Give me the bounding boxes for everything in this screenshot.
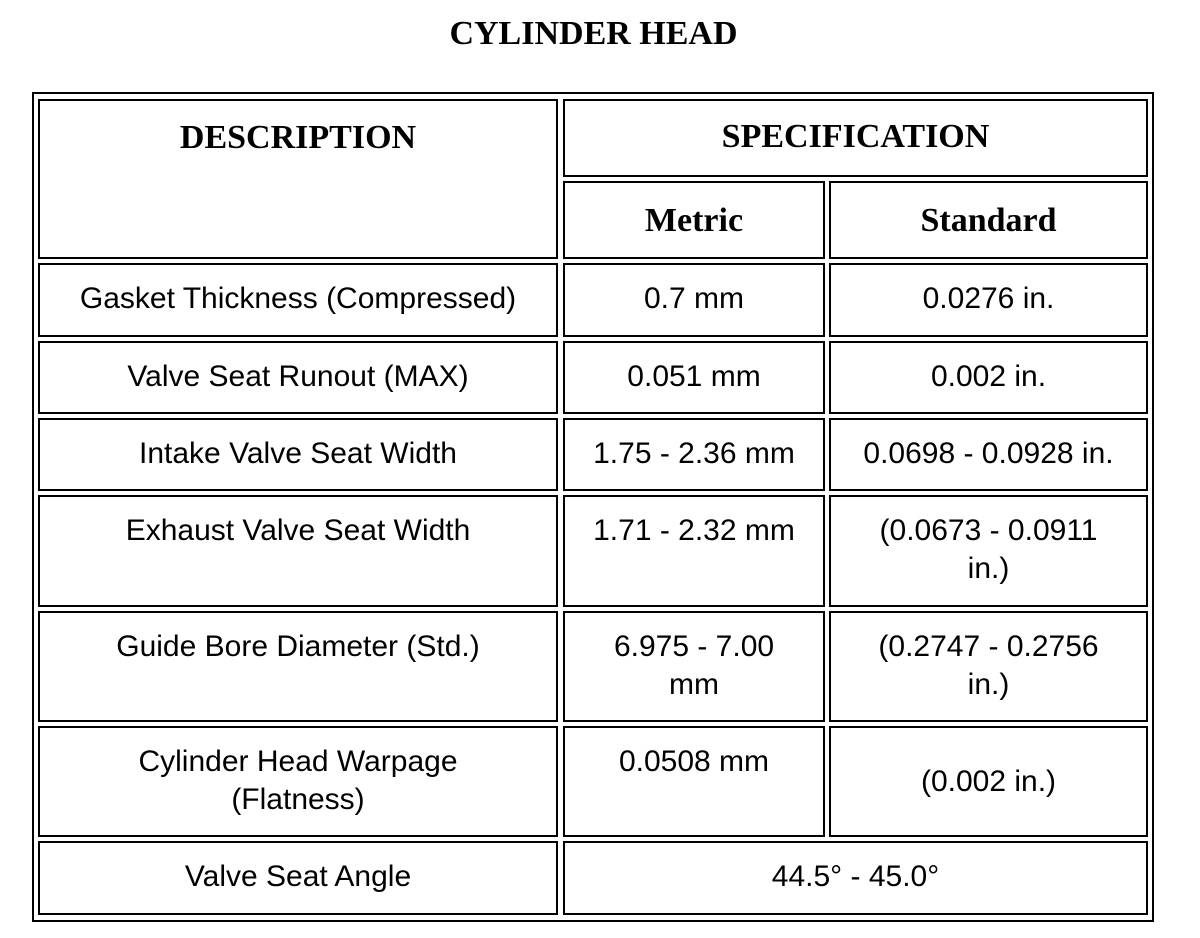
page-title: CYLINDER HEAD: [449, 15, 738, 52]
row-6-specification: 44.5° - 45.0°: [563, 841, 1148, 915]
row-4-description: Guide Bore Diameter (Std.): [38, 611, 558, 722]
row-1-standard: 0.002 in.: [829, 341, 1148, 414]
header-standard: Standard: [829, 181, 1148, 259]
row-5-description: Cylinder Head Warpage (Flatness): [38, 726, 558, 837]
row-2-description: Intake Valve Seat Width: [38, 418, 558, 491]
row-2-metric: 1.75 - 2.36 mm: [563, 418, 825, 491]
row-3-standard: (0.0673 - 0.0911 in.): [829, 495, 1148, 607]
row-4-metric: 6.975 - 7.00 mm: [563, 611, 825, 722]
header-specification: SPECIFICATION: [563, 99, 1148, 177]
row-4-standard: (0.2747 - 0.2756 in.): [829, 611, 1148, 722]
row-3-description: Exhaust Valve Seat Width: [38, 495, 558, 607]
header-metric: Metric: [563, 181, 825, 259]
row-3-metric: 1.71 - 2.32 mm: [563, 495, 825, 607]
row-1-metric: 0.051 mm: [563, 341, 825, 414]
row-1-description: Valve Seat Runout (MAX): [38, 341, 558, 414]
row-5-metric: 0.0508 mm: [563, 726, 825, 837]
row-6-description: Valve Seat Angle: [38, 841, 558, 915]
row-0-description: Gasket Thickness (Compressed): [38, 263, 558, 337]
row-5-standard: (0.002 in.): [829, 726, 1148, 837]
row-0-metric: 0.7 mm: [563, 263, 825, 337]
row-2-standard: 0.0698 - 0.0928 in.: [829, 418, 1148, 491]
row-0-standard: 0.0276 in.: [829, 263, 1148, 337]
header-description: DESCRIPTION: [38, 99, 558, 259]
